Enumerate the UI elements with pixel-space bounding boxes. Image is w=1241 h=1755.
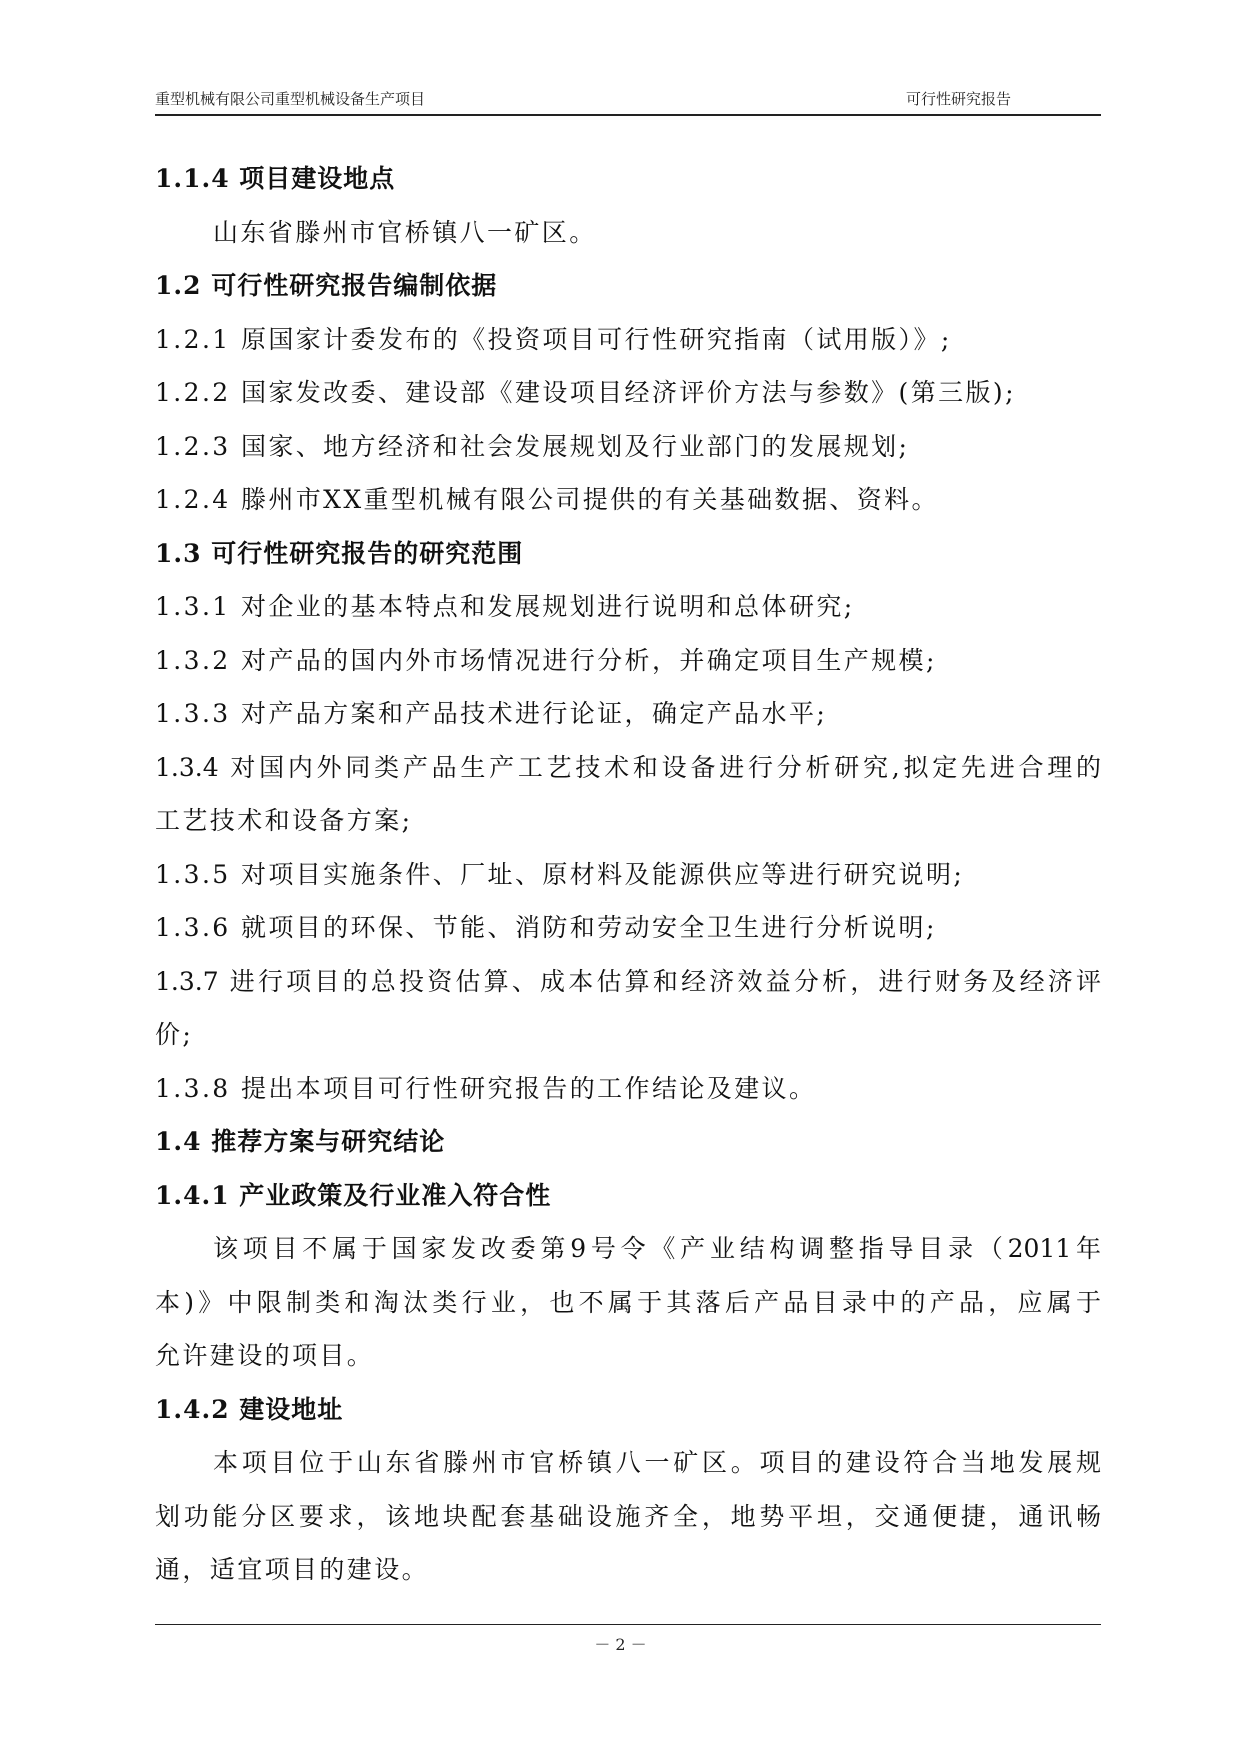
body-text-line: 工艺技术和设备方案; [155,806,413,835]
body-text-line: 1.3.3 对产品方案和产品技术进行论证，确定产品水平; [155,699,828,728]
footer-divider [155,1624,1101,1625]
body-text-line: 该项目不属于国家发改委第9号令《产业结构调整指导目录（2011年 [213,1234,1102,1263]
page-number: － 2 － [594,1635,647,1654]
document-body [155,152,1101,1597]
body-text-line: 1.3.8 提出本项目可行性研究报告的工作结论及建议。 [155,1073,817,1103]
section-heading: 1.1.4 项目建设地点 [155,164,396,193]
section-heading: 1.4.2 建设地址 [155,1394,344,1424]
body-text-line: 1.3.2 对产品的国内外市场情况进行分析，并确定项目生产规模; [155,645,937,675]
body-text-line: 1.3.7 进行项目的总投资估算、成本估算和经济效益分析，进行财务及经济评 [155,966,1101,996]
section-heading: 1.2 可行性研究报告编制依据 [155,271,498,300]
page-header [155,88,1101,116]
body-text-line: 1.3.1 对企业的基本特点和发展规划进行说明和总体研究; [155,592,855,621]
section-heading: 1.4.1 产业政策及行业准入符合性 [155,1180,552,1210]
body-text-line: 价; [155,1020,194,1049]
body-text-line: 1.2.2 国家发改委、建设部《建设项目经济评价方法与参数》(第三版); [155,378,1016,407]
body-text-line: 允许建设的项目。 [155,1341,375,1370]
header-project-title: 重型机械有限公司重型机械设备生产项目 [155,90,426,108]
section-heading: 1.4 推荐方案与研究结论 [155,1127,446,1156]
body-text-line: 1.2.4 滕州市XX重型机械有限公司提供的有关基础数据、资料。 [155,485,939,514]
header-report-title: 可行性研究报告 [905,90,1011,108]
body-text-line: 本项目位于山东省滕州市官桥镇八一矿区。项目的建设符合当地发展规 [213,1448,1101,1477]
body-text-line: 1.3.4 对国内外同类产品生产工艺技术和设备进行分析研究,拟定先进合理的 [155,752,1101,782]
section-heading: 1.3 可行性研究报告的研究范围 [155,538,524,568]
body-text-line: 划功能分区要求，该地块配套基础设施齐全，地势平坦，交通便捷，通讯畅 [155,1501,1101,1531]
body-text-line: 1.2.1 原国家计委发布的《投资项目可行性研究指南（试用版）》; [155,324,952,354]
body-text-line: 通，适宜项目的建设。 [155,1555,430,1584]
body-text-line: 本)》中限制类和淘汰类行业，也不属于其落后产品目录中的产品，应属于 [155,1287,1101,1317]
body-text-line: 山东省滕州市官桥镇八一矿区。 [213,217,597,247]
body-text-line: 1.3.6 就项目的环保、节能、消防和劳动安全卫生进行分析说明; [155,913,937,942]
body-text-line: 1.2.3 国家、地方经济和社会发展规划及行业部门的发展规划; [155,431,910,461]
body-text-line: 1.3.5 对项目实施条件、厂址、原材料及能源供应等进行研究说明; [155,859,965,889]
